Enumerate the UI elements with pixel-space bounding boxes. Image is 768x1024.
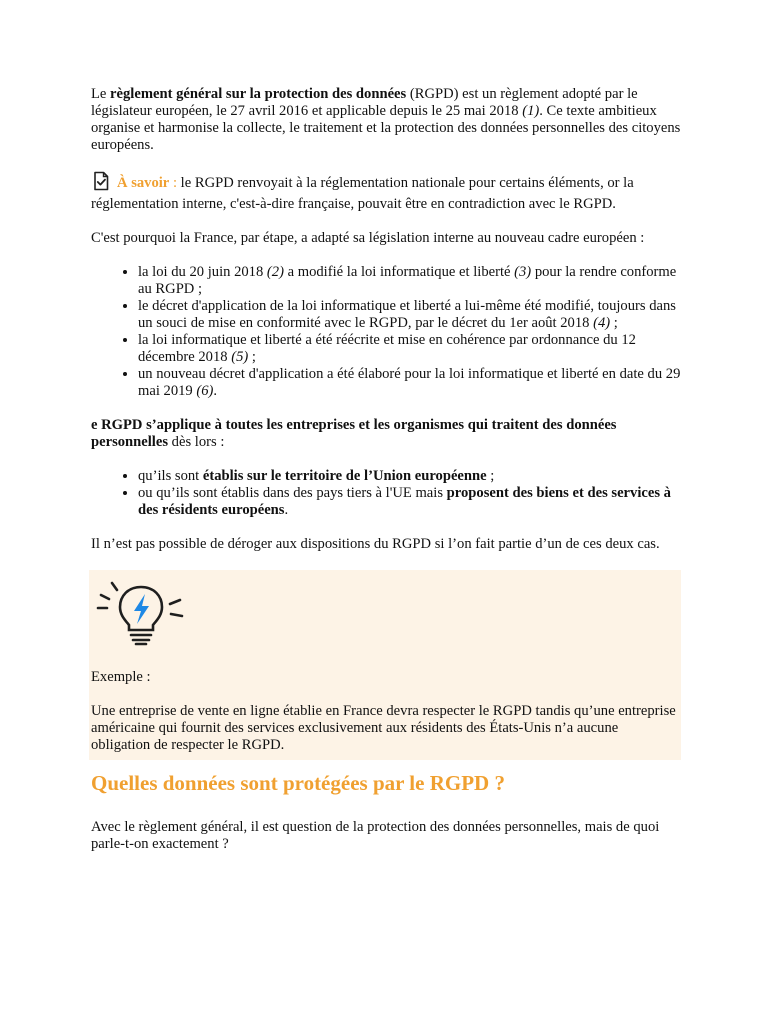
lightbulb-icon — [93, 574, 679, 651]
example-text: Une entreprise de vente en ligne établie en France devra respecter le RGPD tandis qu’une entreprise américaine qui fournit des services exclusivement aux résidents des États-Unis n’a aucune obligation de respecter le RGPD. — [91, 703, 676, 753]
list-item: • la loi du 20 juin 2018 (2) a modifié la loi informatique et liberté (3) pour la rendre conforme au RGPD ; — [138, 264, 681, 298]
footnote-ref: (1) — [522, 103, 540, 119]
section-paragraph: Avec le règlement général, il est question de la protection des données personnelles, mais de quoi parle-t-on exactement ? — [91, 819, 660, 852]
intro-paragraph: Le règlement général sur la protection des données (RGPD) est un règlement adopté par le législateur européen, le 27 avril 2016 et applicable depuis le 25 mai 2018 (1). Ce texte ambitieux organise et harmonise la collecte, le traitement et la protection des données personnelles des citoyens européens. — [91, 86, 681, 153]
list-item: • le décret d'application de la loi informatique et liberté a lui-même été modifié, toujours dans un souci de mise en conformité avec le RGPD, par le décret du 1er août 2018 (4) ; — [138, 298, 681, 332]
adaptation-list — [91, 264, 681, 400]
a-savoir-label: À savoir — [117, 175, 170, 191]
no-derogation-paragraph: Il n’est pas possible de déroger aux dispositions du RGPD si l’on fait partie d’un de ces deux cas. — [91, 536, 660, 552]
section-heading: Quelles données sont protégées par le RGPD ? — [91, 771, 505, 795]
adaptation-paragraph: C'est pourquoi la France, par étape, a adapté sa législation interne au nouveau cadre européen : — [91, 230, 645, 246]
example-label: Exemple : — [91, 669, 151, 685]
list-item: • ou qu’ils sont établis dans des pays tiers à l'UE mais proposent des biens et des services à des résidents européens. — [138, 485, 681, 519]
checklist-document-icon — [91, 171, 111, 196]
example-callout — [89, 570, 681, 760]
scope-list — [91, 468, 681, 519]
list-item: • la loi informatique et liberté a été réécrite et mise en cohérence par ordonnance du 12 décembre 2018 (5) ; — [138, 332, 681, 366]
list-item: • un nouveau décret d'application a été élaboré pour la loi informatique et liberté en date du 29 mai 2019 (6). — [138, 366, 681, 400]
rgpd-term: règlement général sur la protection des données — [110, 86, 407, 102]
list-item: • qu’ils sont établis sur le territoire de l’Union européenne ; — [138, 468, 681, 485]
document-body — [91, 86, 681, 853]
a-savoir-note: À savoir : le RGPD renvoyait à la réglementation nationale pour certains éléments, or la réglementation interne, c'est-à-dire française, pouvait être en contradiction avec le RGPD. — [91, 171, 681, 213]
scope-paragraph: e RGPD s’applique à toutes les entreprises et les organismes qui traitent des données personnelles dès lors : — [91, 417, 617, 450]
